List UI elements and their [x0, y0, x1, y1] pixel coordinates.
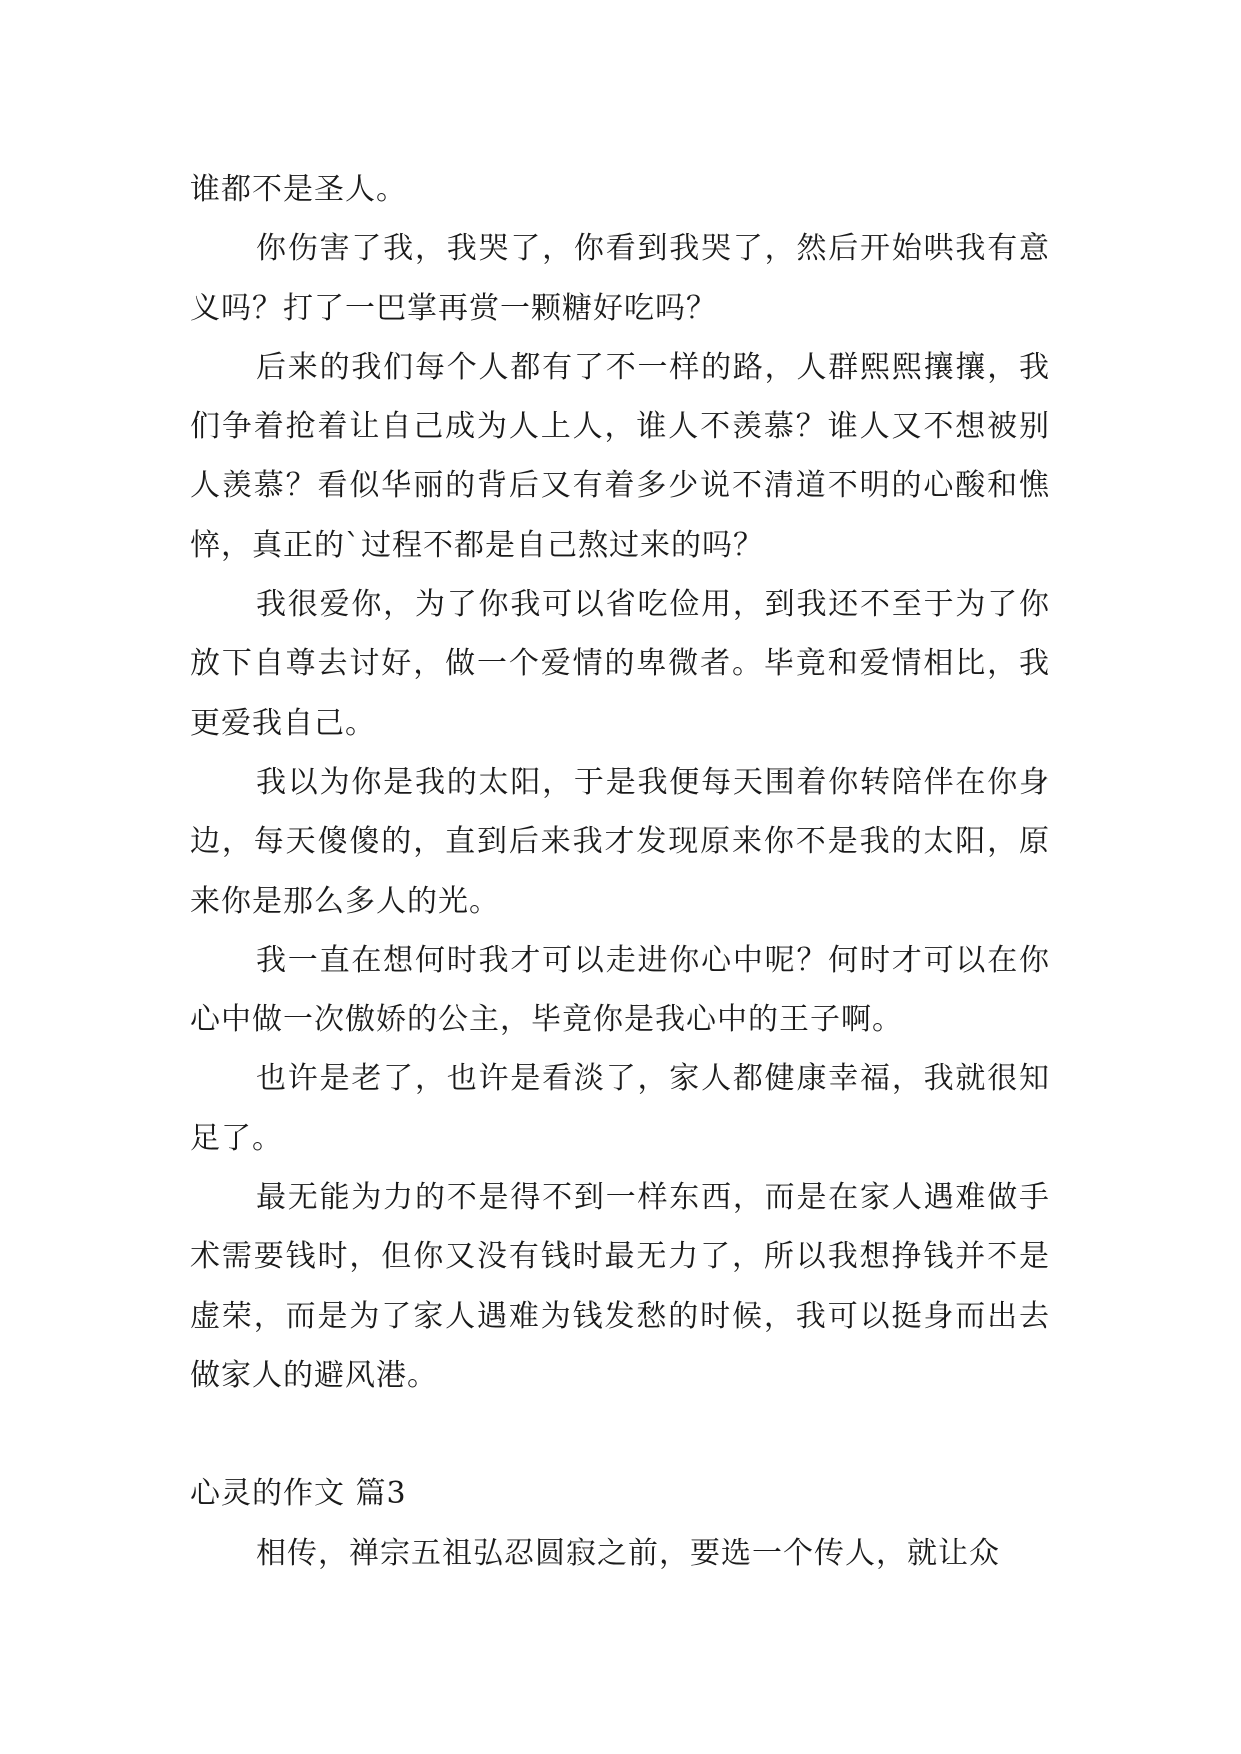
paragraph-6: 我一直在想何时我才可以走进你心中呢？何时才可以在你心中做一次傲娇的公主，毕竟你是我心中的王子啊。 [190, 942, 1050, 1038]
paragraph-7: 也许是老了，也许是看淡了，家人都健康幸福，我就很知足了。 [190, 1061, 1050, 1156]
section-heading: 心灵的作文 篇3 [190, 1476, 407, 1512]
paragraph-3: 后来的我们每个人都有了不一样的路，人群熙熙攘攘，我们争着抢着让自己成为人上人，谁人不羡慕？谁人又不想被别人羡慕？看似华丽的背后又有着多少说不清道不明的心酸和憔悴，真正的`过程不都是自己熬过来的吗？ [190, 349, 1050, 563]
paragraph-2: 你伤害了我，我哭了，你看到我哭了，然后开始哄我有意义吗？打了一巴掌再赏一颗糖好吃吗？ [190, 231, 1050, 326]
section-gap [190, 1405, 1050, 1464]
paragraph-5: 我以为你是我的太阳，于是我便每天围着你转陪伴在你身边，每天傻傻的，直到后来我才发现原来你不是我的太阳，原来你是那么多人的光。 [190, 764, 1050, 919]
paragraph-4: 我很爱你，为了你我可以省吃俭用，到我还不至于为了你放下自尊去讨好，做一个爱情的卑微者。毕竟和爱情相比，我更爱我自己。 [190, 587, 1050, 741]
paragraph-9: 相传，禅宗五祖弘忍圆寂之前，要选一个传人，就让众 [256, 1535, 1000, 1571]
paragraph-8: 最无能为力的不是得不到一样东西，而是在家人遇难做手术需要钱时，但你又没有钱时最无力了，所以我想挣钱并不是虚荣，而是为了家人遇难为钱发愁的时候，我可以挺身而出去做家人的避风港。 [190, 1180, 1050, 1393]
paragraph-1: 谁都不是圣人。 [190, 172, 407, 207]
document-body [190, 160, 1050, 1583]
